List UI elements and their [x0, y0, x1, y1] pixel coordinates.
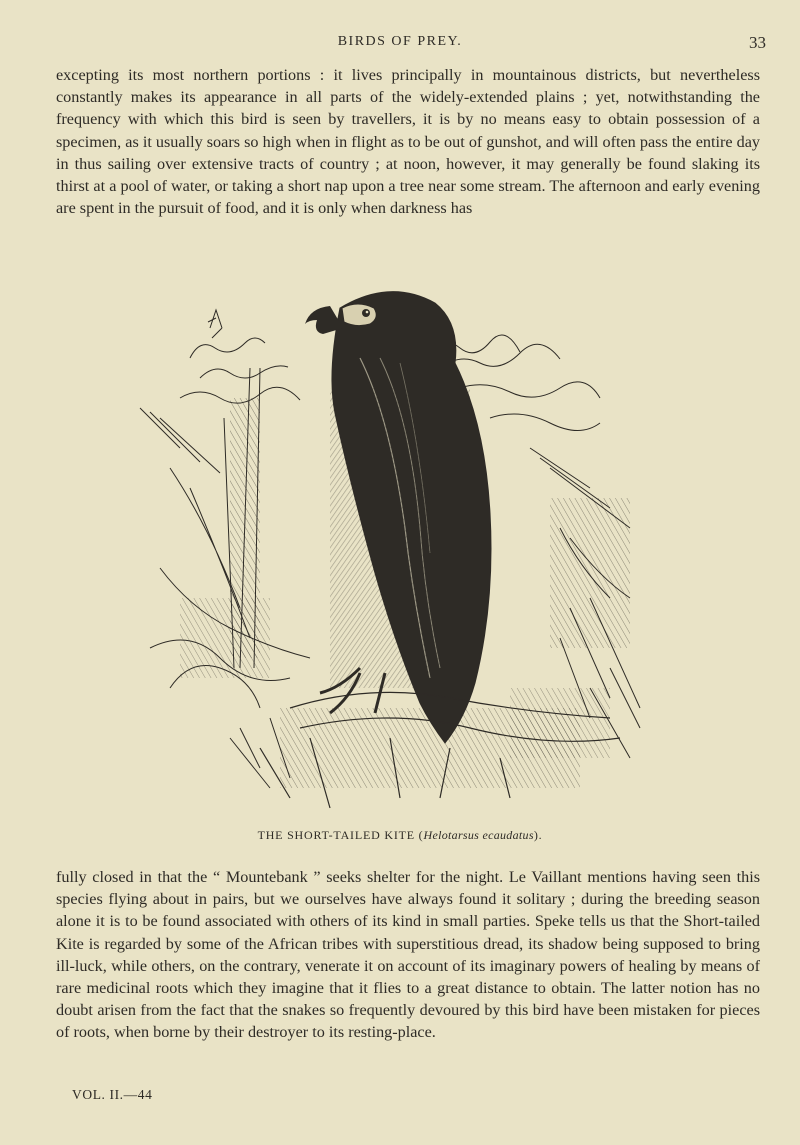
page-number: 33 [749, 33, 766, 52]
engraving-svg [130, 268, 670, 816]
figure-caption [0, 828, 800, 843]
running-head [0, 34, 800, 54]
caption-suffix: ). [533, 828, 543, 842]
volume-signature: VOL. II.—44 [72, 1087, 153, 1102]
caption-prefix: THE SHORT-TAILED KITE ( [257, 828, 424, 842]
caption-latin-name: Helotarsus ecaudatus [423, 828, 534, 842]
body-paragraph-bottom: fully closed in that the “ Mountebank ” seeks shelter for the night. Le Vaillant mentions having seen this species flying about in pairs, but we ourselves have always found it solitary ; during the breeding season alone it is to be found associated with others of its kind in small parties. Speke tells us that the Short-tailed Kite is regarded by some of the African tribes with superstitious dread, its shadow being supposed to bring ill-luck, while others, on the contrary, venerate it on account of its imaginary powers of healing by means of rare medicinal roots which they imagine that it flies to a great distance to obtain. The latter notion has no doubt arisen from the fact that the snakes so frequently devoured by this bird have been mistaken for pieces of roots, when borne by their destroyer to its resting-place. [56, 868, 760, 1042]
running-title: BIRDS OF PREY. [337, 34, 463, 49]
body-paragraph-top: excepting its most northern portions : it lives principally in mountainous districts, but nevertheless constantly makes its appearance in all parts of the widely-extended plains ; yet, notwithstanding the frequency with which this bird is seen by travellers, it is by no means easy to obtain possession of a specimen, as it usually soars so high when in flight as to be out of gunshot, and will often pass the entire day in thus sailing over extensive tracts of country ; at noon, however, it may generally be found slaking its thirst at a pool of water, or taking a short nap upon a tree near some stream. The afternoon and early evening are spent in the pursuit of food, and it is only when darkness has [56, 66, 760, 218]
kite-illustration [130, 268, 670, 816]
